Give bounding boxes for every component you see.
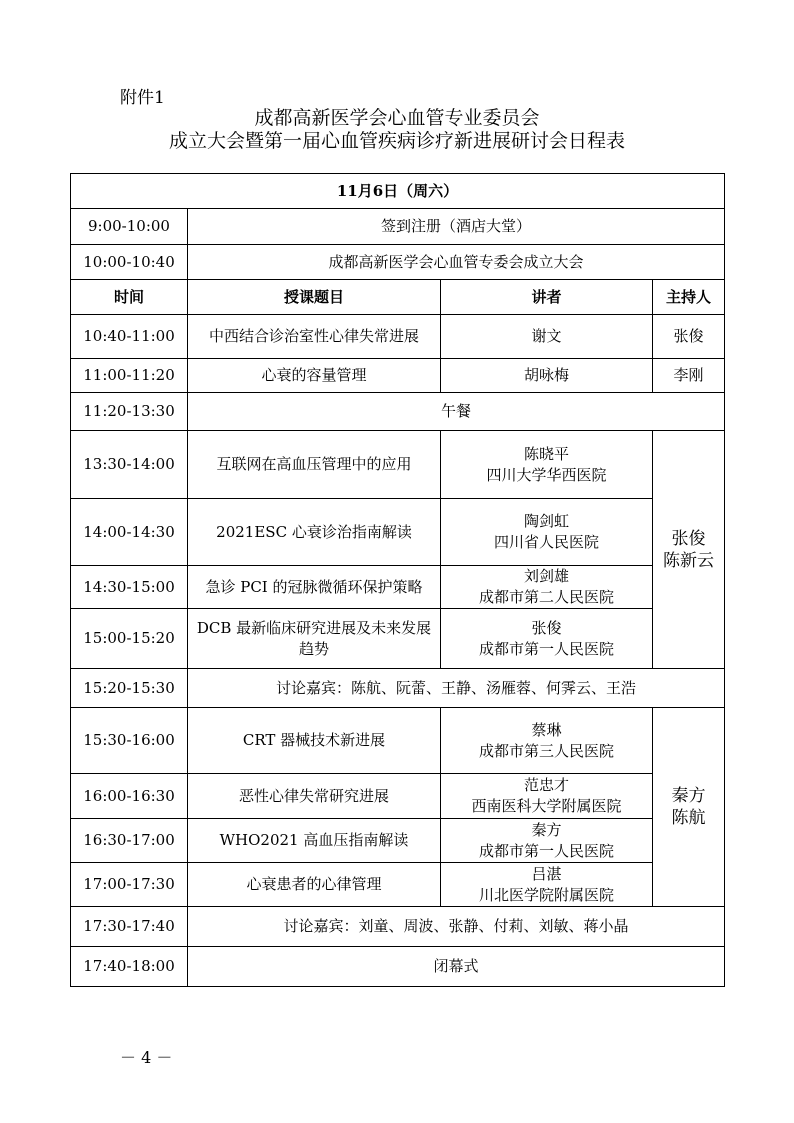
document-title-line1: 成都高新医学会心血管专业委员会 xyxy=(254,107,540,129)
topic-cell: 2021ESC 心衰诊治指南解读 xyxy=(188,499,441,566)
time-cell: 13:30-14:00 xyxy=(71,431,188,499)
table-row xyxy=(71,708,725,774)
speaker-cell: 胡咏梅 xyxy=(441,359,653,393)
attachment-label: 附件1 xyxy=(120,88,165,108)
time-cell: 16:30-17:00 xyxy=(71,819,188,863)
host-cell: 李刚 xyxy=(653,359,725,393)
table-row xyxy=(71,907,725,947)
topic-cell: 互联网在高血压管理中的应用 xyxy=(188,431,441,499)
time-cell: 10:40-11:00 xyxy=(71,315,188,359)
table-row xyxy=(71,209,725,245)
time-cell: 10:00-10:40 xyxy=(71,245,188,280)
event-cell: 午餐 xyxy=(188,393,725,431)
column-header-host: 主持人 xyxy=(653,280,725,315)
speaker-cell: 蔡琳 成都市第三人民医院 xyxy=(441,708,653,774)
table-row xyxy=(71,393,725,431)
column-header-row xyxy=(71,280,725,315)
speaker-cell: 谢文 xyxy=(441,315,653,359)
table-row xyxy=(71,245,725,280)
time-cell: 15:30-16:00 xyxy=(71,708,188,774)
discussion-cell: 讨论嘉宾：陈航、阮蕾、王静、汤雁蓉、何霁云、王浩 xyxy=(188,669,725,708)
table-row xyxy=(71,359,725,393)
time-cell: 17:30-17:40 xyxy=(71,907,188,947)
time-cell: 11:00-11:20 xyxy=(71,359,188,393)
date-row xyxy=(71,174,725,209)
topic-cell: CRT 器械技术新进展 xyxy=(188,708,441,774)
time-cell: 15:20-15:30 xyxy=(71,669,188,708)
time-cell: 16:00-16:30 xyxy=(71,774,188,819)
host-cell: 张俊 陈新云 xyxy=(653,431,725,669)
topic-cell: 心衰患者的心律管理 xyxy=(188,863,441,907)
time-cell: 17:00-17:30 xyxy=(71,863,188,907)
topic-cell: WHO2021 高血压指南解读 xyxy=(188,819,441,863)
speaker-cell: 陈晓平 四川大学华西医院 xyxy=(441,431,653,499)
table-row xyxy=(71,819,725,863)
event-cell: 闭幕式 xyxy=(188,947,725,987)
event-cell: 成都高新医学会心血管专委会成立大会 xyxy=(188,245,725,280)
table-row xyxy=(71,669,725,708)
topic-cell: 心衰的容量管理 xyxy=(188,359,441,393)
host-cell: 秦方 陈航 xyxy=(653,708,725,907)
date-header: 11月6日（周六） xyxy=(71,174,725,209)
time-cell: 11:20-13:30 xyxy=(71,393,188,431)
speaker-cell: 吕湛 川北医学院附属医院 xyxy=(441,863,653,907)
table-row xyxy=(71,774,725,819)
time-cell: 15:00-15:20 xyxy=(71,609,188,669)
column-header-time: 时间 xyxy=(71,280,188,315)
schedule-table xyxy=(70,173,725,987)
table-row xyxy=(71,947,725,987)
speaker-cell: 张俊 成都市第一人民医院 xyxy=(441,609,653,669)
column-header-speaker: 讲者 xyxy=(441,280,653,315)
event-cell: 签到注册（酒店大堂） xyxy=(188,209,725,245)
speaker-cell: 范忠才 西南医科大学附属医院 xyxy=(441,774,653,819)
time-cell: 14:00-14:30 xyxy=(71,499,188,566)
speaker-cell: 陶剑虹 四川省人民医院 xyxy=(441,499,653,566)
topic-cell: 急诊 PCI 的冠脉微循环保护策略 xyxy=(188,566,441,609)
speaker-cell: 刘剑雄 成都市第二人民医院 xyxy=(441,566,653,609)
column-header-topic: 授课题目 xyxy=(188,280,441,315)
time-cell: 14:30-15:00 xyxy=(71,566,188,609)
table-row xyxy=(71,609,725,669)
table-row xyxy=(71,863,725,907)
table-row xyxy=(71,431,725,499)
table-row xyxy=(71,499,725,566)
table-row xyxy=(71,566,725,609)
time-cell: 17:40-18:00 xyxy=(71,947,188,987)
topic-cell: 恶性心律失常研究进展 xyxy=(188,774,441,819)
topic-cell: 中西结合诊治室性心律失常进展 xyxy=(188,315,441,359)
discussion-cell: 讨论嘉宾：刘童、周波、张静、付莉、刘敏、蒋小晶 xyxy=(188,907,725,947)
time-cell: 9:00-10:00 xyxy=(71,209,188,245)
topic-cell: DCB 最新临床研究进展及未来发展趋势 xyxy=(188,609,441,669)
speaker-cell: 秦方 成都市第一人民医院 xyxy=(441,819,653,863)
document-title-line2: 成立大会暨第一届心血管疾病诊疗新进展研讨会日程表 xyxy=(168,130,625,152)
host-cell: 张俊 xyxy=(653,315,725,359)
page-number: － 4 － xyxy=(120,1048,173,1067)
table-row xyxy=(71,315,725,359)
